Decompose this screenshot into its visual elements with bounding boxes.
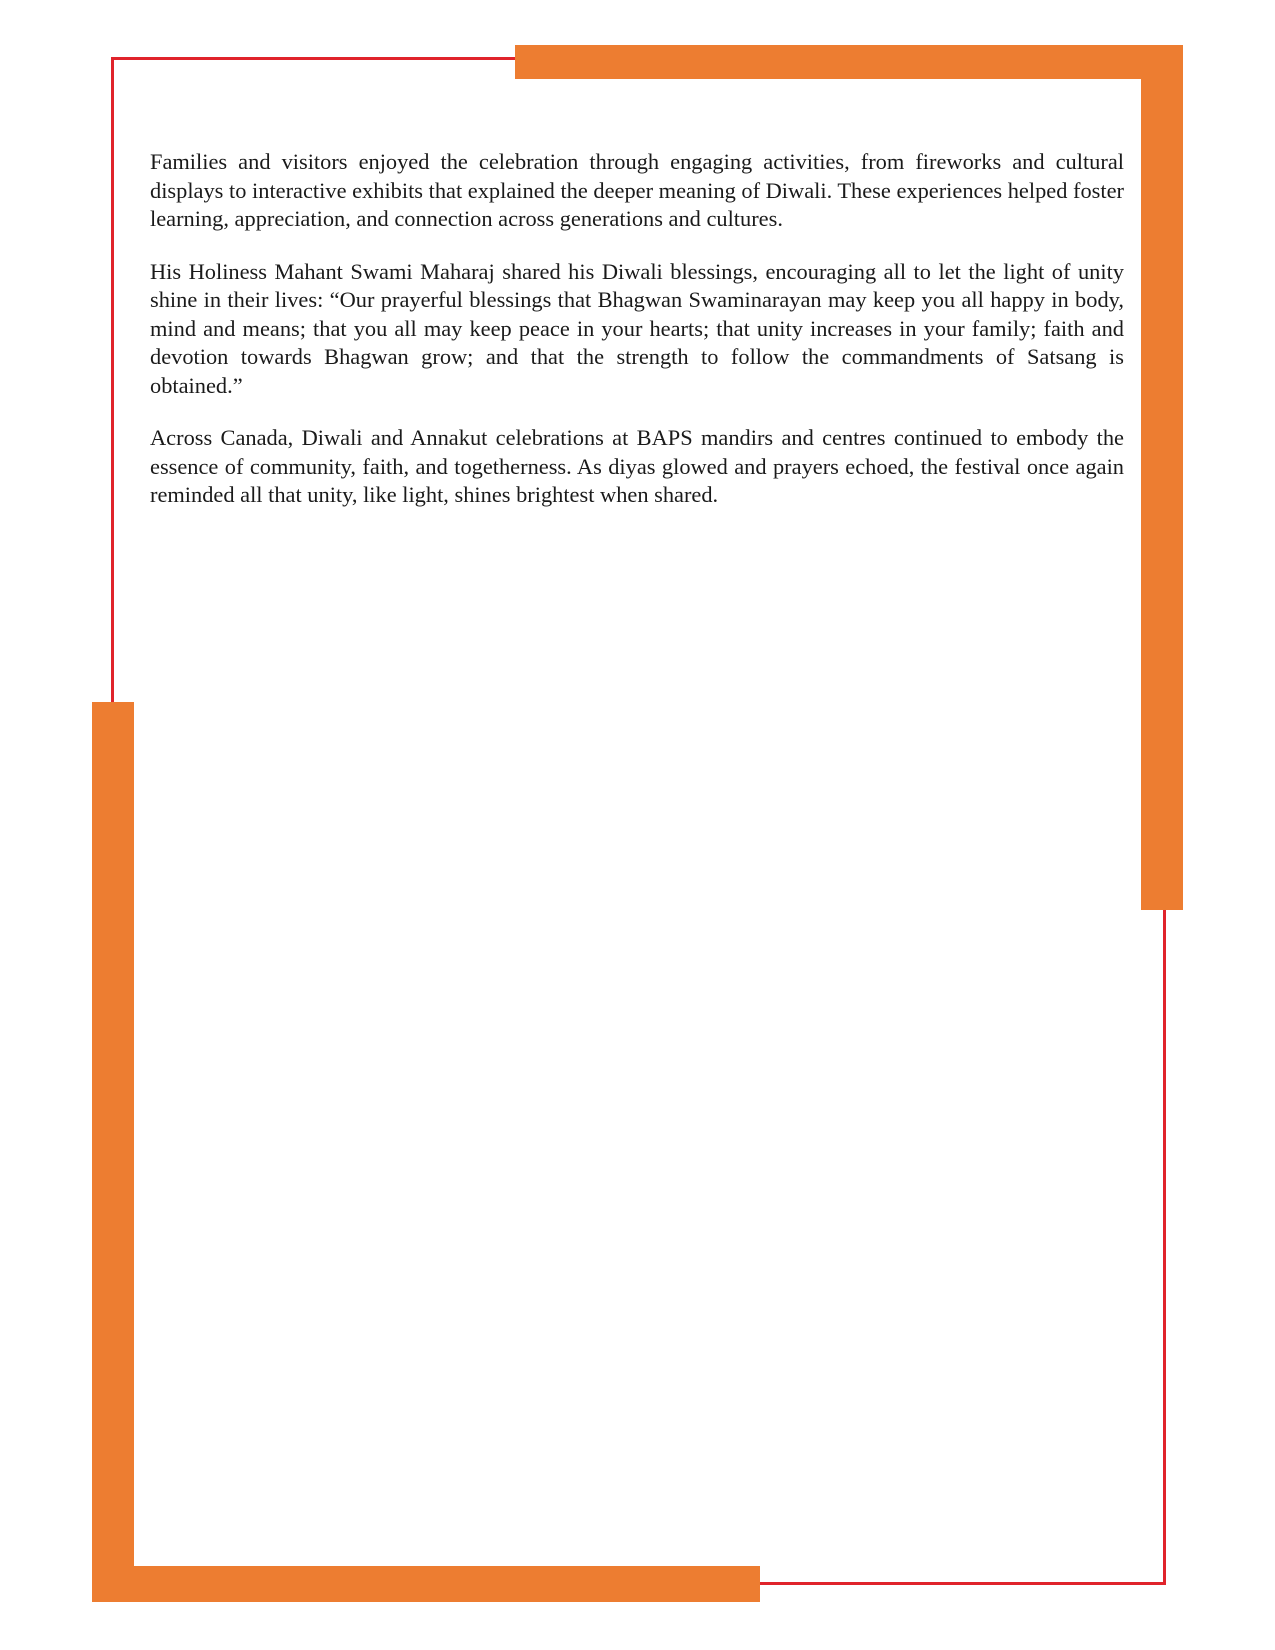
paragraph-families: Families and visitors enjoyed the celebration through engaging activities, from fireworks and cultural displays to interactive exhibits that explained the deeper meaning of Diwali. These experiences helped foster learning, appreciation, and connection across generations and cultures.	[150, 149, 1124, 231]
frame-line-top	[111, 57, 515, 60]
article-body	[150, 148, 1124, 534]
frame-line-left	[111, 57, 114, 707]
frame-bar-right	[1141, 45, 1183, 910]
frame-line-right	[1163, 905, 1166, 1585]
frame-bar-left	[92, 702, 134, 1602]
frame-line-bottom	[756, 1582, 1166, 1585]
paragraph-across-canada: Across Canada, Diwali and Annakut celebrations at BAPS mandirs and centres continued to embody the essence of community, faith, and togetherness. As diyas glowed and prayers echoed, the festival once again reminded all that unity, like light, shines brightest when shared.	[150, 425, 1124, 507]
frame-bar-top	[515, 45, 1183, 79]
paragraph-blessings: His Holiness Mahant Swami Maharaj shared his Diwali blessings, encouraging all to let the light of unity shine in their lives: “Our prayerful blessings that Bhagwan Swaminarayan may keep you all happy in body, mind and means; that you all may keep peace in your hearts; that unity increases in your family; faith and devotion towards Bhagwan grow; and that the strength to follow the commandments of Satsang is obtained.”	[150, 258, 1124, 398]
frame-bar-bottom	[92, 1566, 760, 1602]
